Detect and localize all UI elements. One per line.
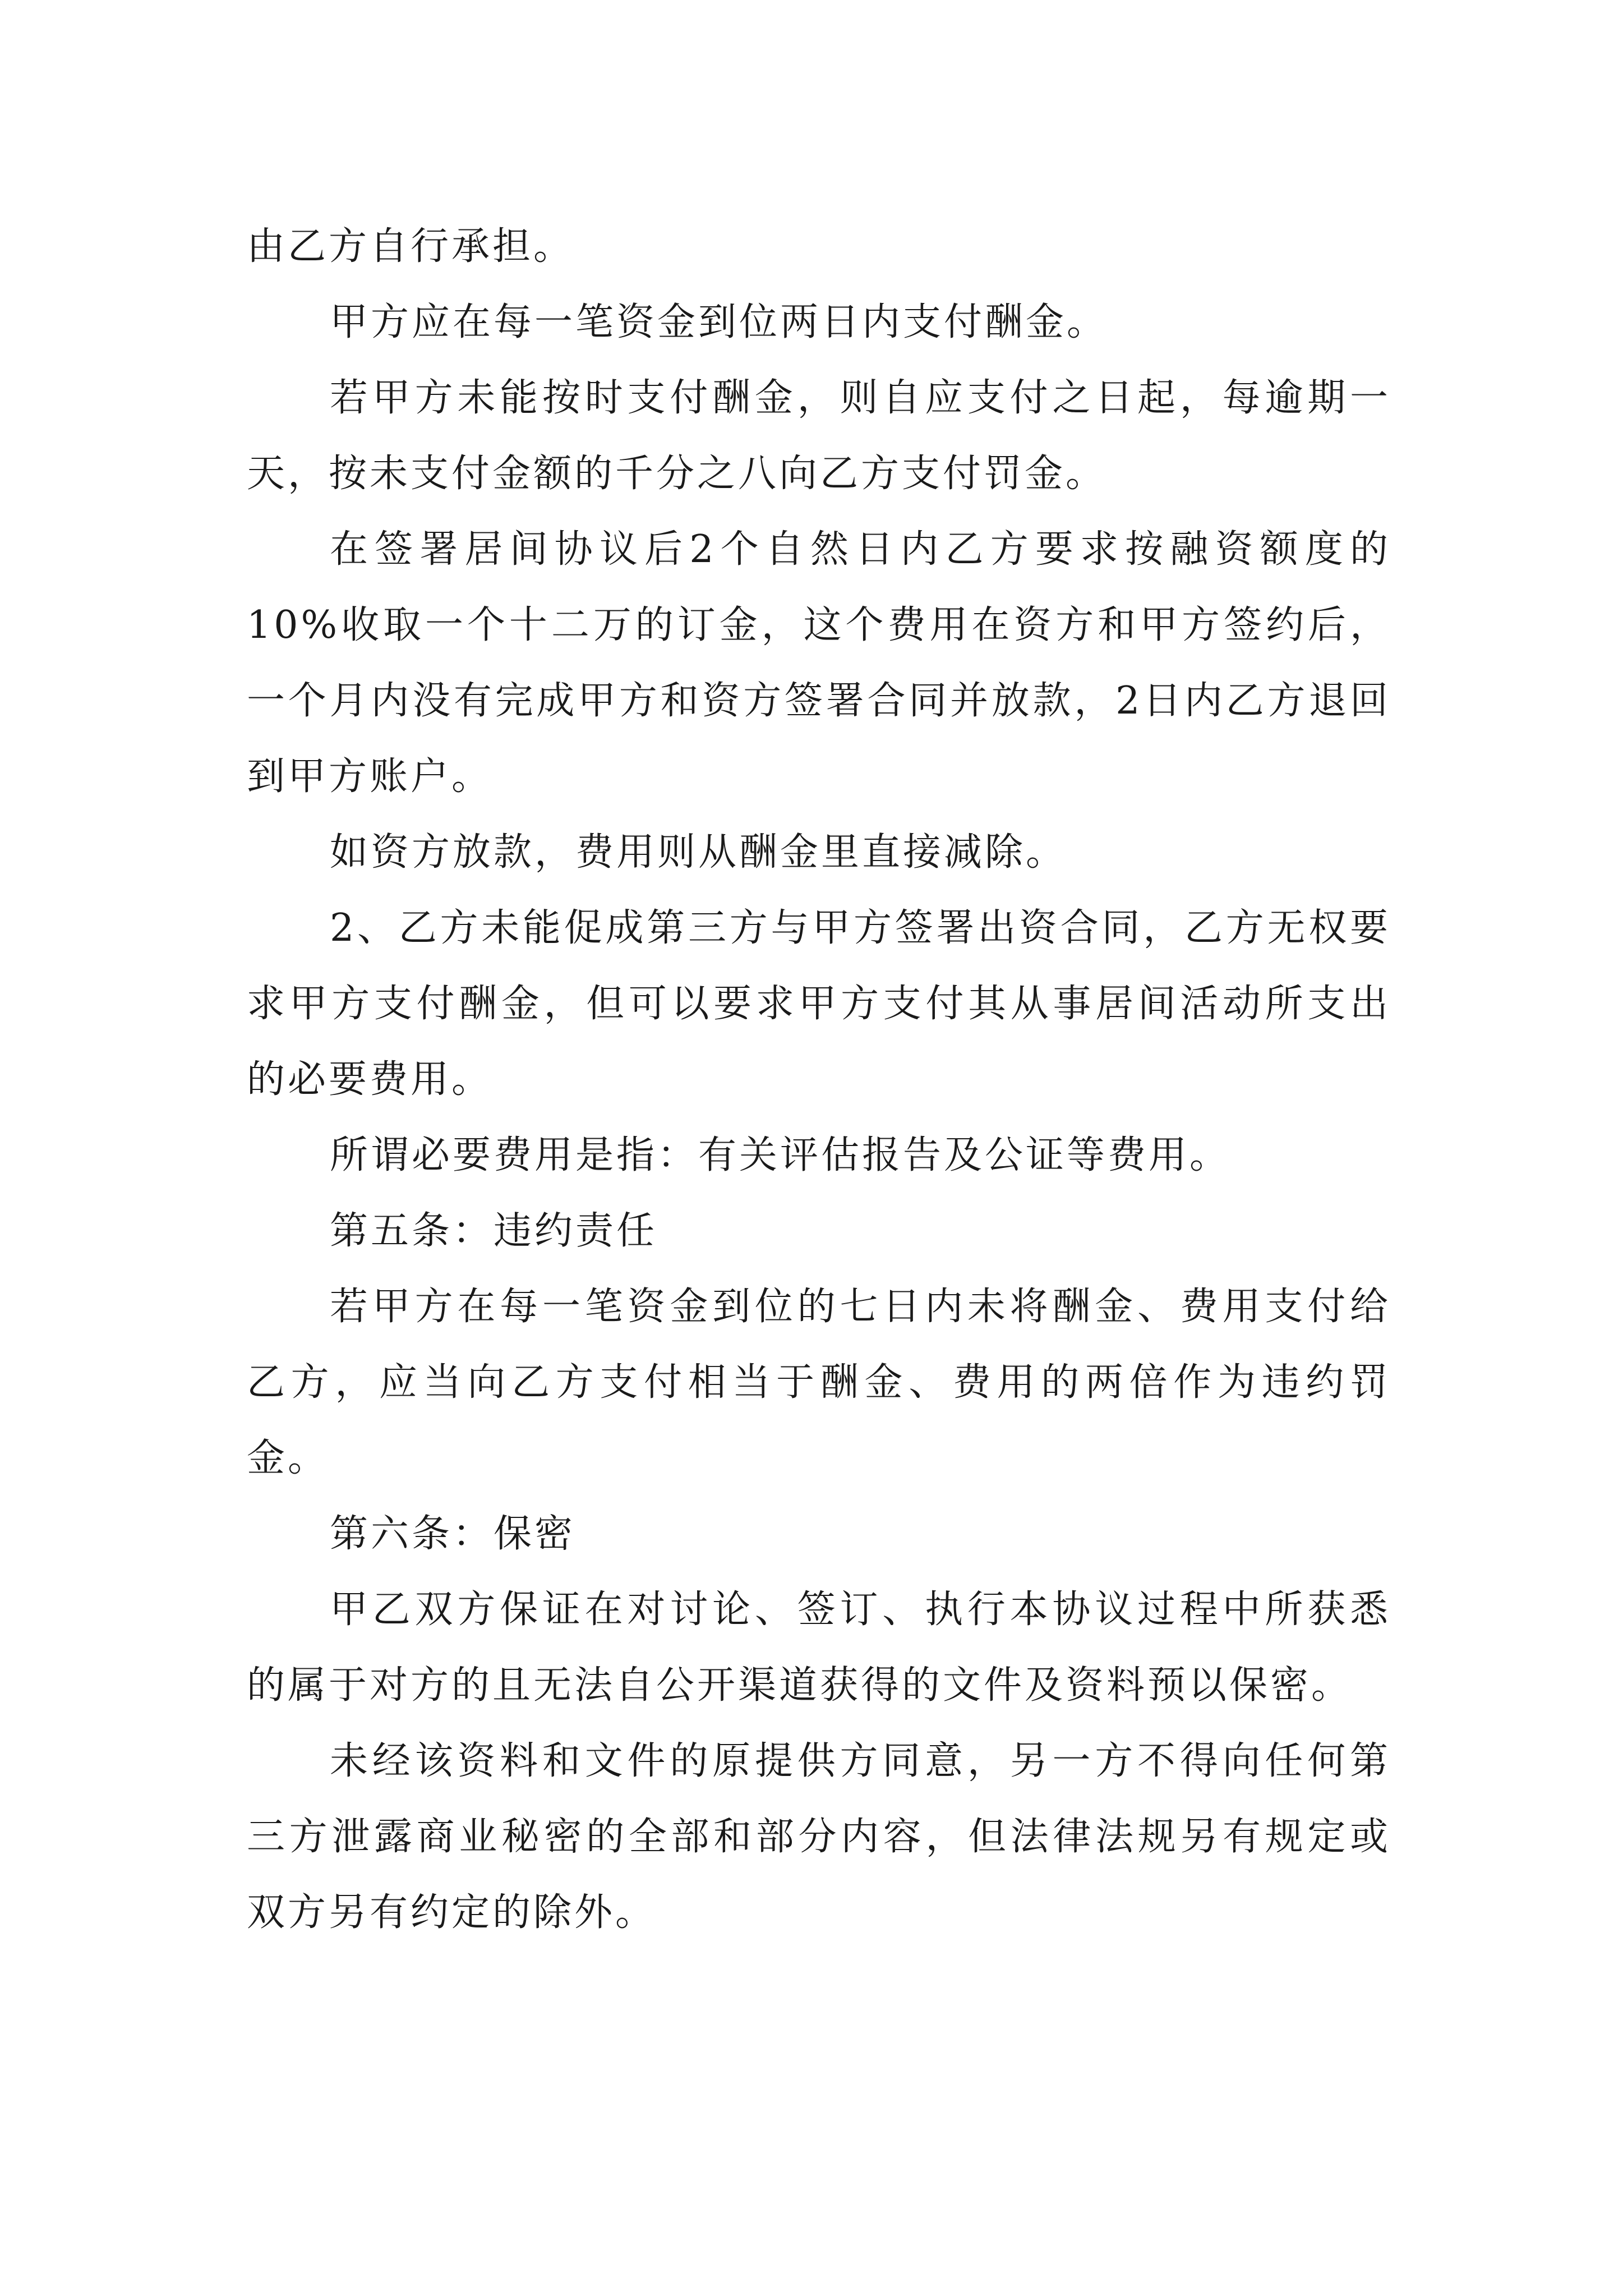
paragraph-continuation: 由乙方自行承担。 — [247, 224, 575, 269]
paragraph-clause-2: 2、乙方未能促成第三方与甲方签署出资合同，乙方无权要求甲方支付酬金，但可以要求甲方支付其从事居间活动所支出的必要费用。 — [247, 906, 1391, 1102]
paragraph-payment-deadline: 甲方应在每一笔资金到位两日内支付酬金。 — [330, 300, 1108, 344]
paragraph-disclosure: 未经该资料和文件的原提供方同意，另一方不得向任何第三方泄露商业秘密的全部和部分内容，但法律法规另有规定或双方另有约定的除外。 — [247, 1739, 1391, 1935]
document-body — [247, 209, 1391, 1950]
paragraph-necessary-expenses: 所谓必要费用是指：有关评估报告及公证等费用。 — [330, 1133, 1231, 1177]
paragraph-breach-penalty: 若甲方在每一笔资金到位的七日内未将酬金、费用支付给乙方，应当向乙方支付相当于酬金、费用的两倍作为违约罚金。 — [247, 1285, 1391, 1480]
paragraph-fee-deduction: 如资方放款，费用则从酬金里直接减除。 — [330, 830, 1067, 875]
paragraph-confidentiality: 甲乙双方保证在对讨论、签订、执行本协议过程中所获悉的属于对方的且无法自公开渠道获得的文件及资料预以保密。 — [247, 1588, 1391, 1708]
heading-article-5: 第五条：违约责任 — [330, 1209, 658, 1253]
heading-article-6: 第六条：保密 — [330, 1512, 576, 1556]
paragraph-deposit: 在签署居间协议后2个自然日内乙方要求按融资额度的10%收取一个十二万的订金，这个费用在资方和甲方签约后，一个月内没有完成甲方和资方签署合同并放款，2日内乙方退回到甲方账户。 — [247, 527, 1391, 799]
paragraph-late-penalty: 若甲方未能按时支付酬金，则自应支付之日起，每逾期一天，按未支付金额的千分之八向乙方支付罚金。 — [247, 376, 1391, 496]
